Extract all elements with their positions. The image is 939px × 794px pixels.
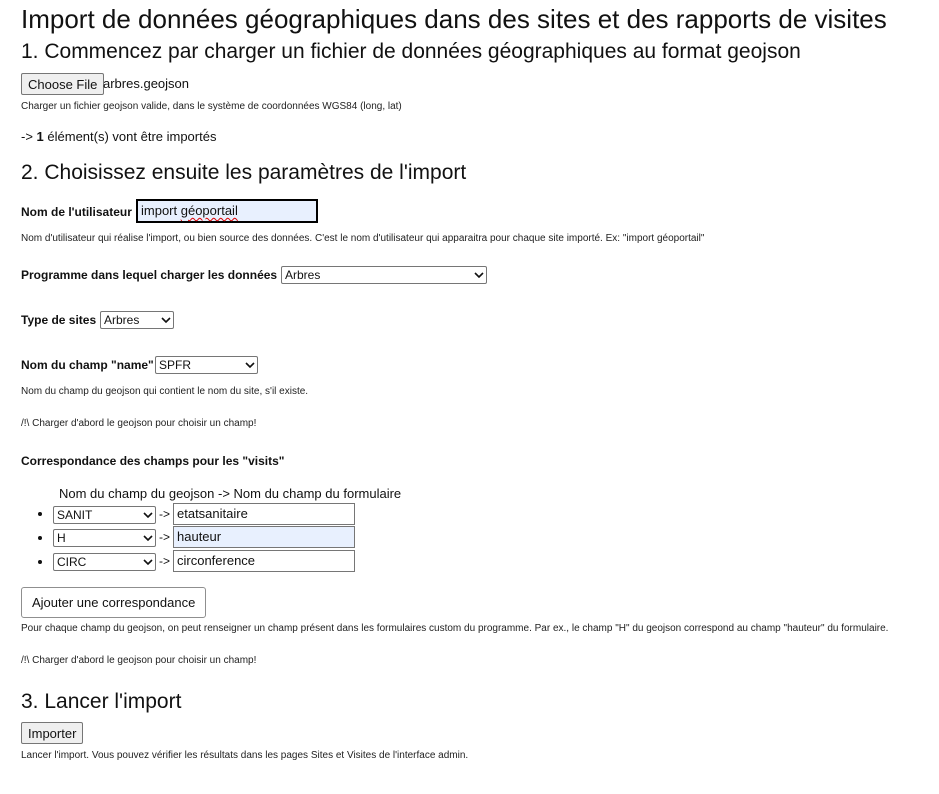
file-name: arbres.geojson [103, 76, 189, 91]
page-title: Import de données géographiques dans des sites et des rapports de visites [21, 4, 887, 34]
mapping-geojson-select-1[interactable]: SANIT [53, 506, 156, 524]
chevron-down-icon [141, 555, 155, 569]
list-bullet [38, 560, 42, 564]
chevron-down-icon [159, 313, 173, 327]
mapping-arrow: -> [159, 554, 171, 568]
list-bullet [38, 512, 42, 516]
step1-heading: 1. Commencez par charger un fichier de données géographiques au format geojson [21, 40, 801, 63]
site-type-select[interactable]: Arbres [100, 311, 174, 329]
program-select[interactable]: Arbres [281, 266, 487, 284]
import-button[interactable]: Importer [21, 722, 83, 744]
file-help: Charger un fichier geojson valide, dans le système de coordonnées WGS84 (long, lat) [21, 101, 402, 112]
mapping-geojson-select-2[interactable]: H [53, 529, 156, 547]
mapping-form-input-2[interactable]: hauteur [173, 526, 355, 548]
step2-heading: 2. Choisissez ensuite les paramètres de l'import [21, 161, 467, 184]
program-label: Programme dans lequel charger les données [21, 268, 278, 282]
warning-text-1: /!\ Charger d'abord le geojson pour choisir un champ! [21, 418, 257, 429]
import-help: Lancer l'import. Vous pouvez vérifier les résultats dans les pages Sites et Visites de l'interface admin. [21, 750, 469, 761]
mapping-label: Correspondance des champs pour les "visits" [21, 454, 285, 468]
username-label: Nom de l'utilisateur [21, 205, 132, 219]
mapping-form-input-3[interactable]: circonference [173, 550, 355, 572]
name-field-help: Nom du champ du geojson qui contient le nom du site, s'il existe. [21, 386, 309, 397]
import-count: -> 1 élément(s) vont être importés [21, 129, 217, 144]
name-field-label: Nom du champ "name" [21, 358, 154, 372]
username-help: Nom d'utilisateur qui réalise l'import, ou bien source des données. C'est le nom d'utilisateur qui apparaitra pour chaque site importé. Ex: "import géoportail" [21, 233, 705, 244]
choose-file-button[interactable]: Choose File [21, 73, 104, 95]
add-mapping-button[interactable]: Ajouter une correspondance [21, 587, 206, 618]
mapping-arrow: -> [159, 530, 171, 544]
list-bullet [38, 536, 42, 540]
mapping-help: Pour chaque champ du geojson, on peut renseigner un champ présent dans les formulaires custom du programme. Par ex., le champ "H" du geojson correspond au champ "hauteur" du formulaire. [21, 623, 889, 634]
site-type-label: Type de sites [21, 313, 97, 327]
chevron-down-icon [141, 531, 155, 545]
count-value: 1 [36, 129, 44, 144]
mapping-header: Nom du champ du geojson -> Nom du champ du formulaire [59, 486, 402, 501]
mapping-geojson-select-3[interactable]: CIRC [53, 553, 156, 571]
username-input[interactable]: import géoportail [136, 199, 318, 223]
mapping-form-input-1[interactable]: etatsanitaire [173, 503, 355, 525]
chevron-down-icon [243, 358, 257, 372]
warning-text-2: /!\ Charger d'abord le geojson pour choisir un champ! [21, 655, 257, 666]
chevron-down-icon [472, 268, 486, 282]
name-field-select[interactable]: SPFR [155, 356, 258, 374]
step3-heading: 3. Lancer l'import [21, 690, 182, 713]
mapping-arrow: -> [159, 507, 171, 521]
chevron-down-icon [141, 508, 155, 522]
